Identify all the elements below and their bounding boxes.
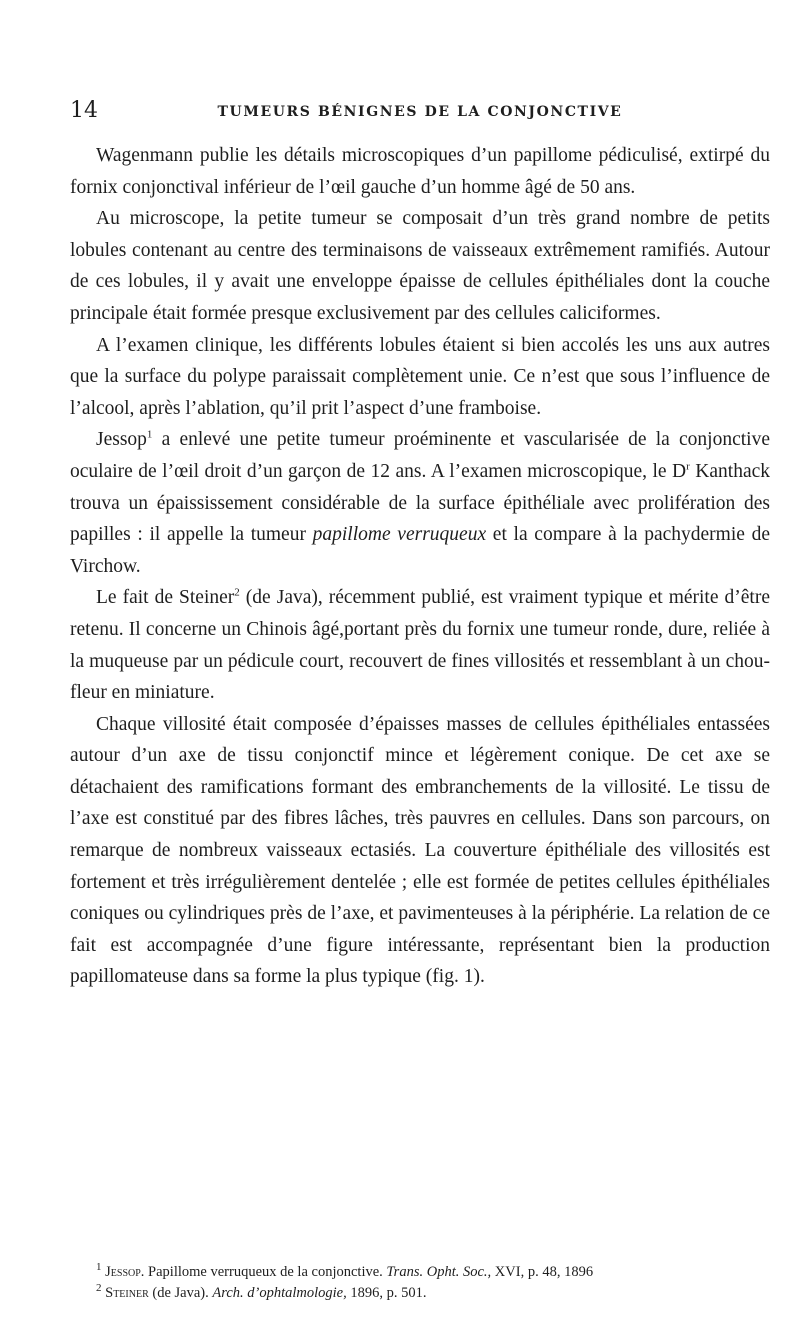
body-text bbox=[70, 140, 770, 993]
footnote-author: Jessop. bbox=[105, 1264, 145, 1280]
paragraph-5 bbox=[70, 582, 770, 708]
footnote-mark: 1 bbox=[96, 1261, 102, 1274]
running-title: TUMEURS BÉNIGNES DE LA CONJONCTIVE bbox=[217, 104, 623, 120]
footnotes bbox=[70, 1262, 770, 1304]
paragraph-2: Au microscope, la petite tumeur se composait d’un très grand nombre de petits lobules contenant au centre des terminaisons de vaisseaux extrêmement ramifiés. Autour de ces lobules, il y avait une enveloppe épaisse de cellules épithéliales dont la couche principale était formée presque exclusivement par des cellules caliciformes. bbox=[70, 208, 770, 324]
paragraph-4-text-a: Jessop bbox=[96, 429, 147, 451]
paragraph-4-text-d: et la compare à la pachydermie de Virchow. bbox=[70, 524, 771, 577]
footnote-mark: 2 bbox=[96, 1282, 102, 1295]
paragraph-5-text-a: Le fait de Steiner bbox=[96, 587, 235, 609]
paragraph-4 bbox=[70, 424, 770, 582]
footnote-journal: Trans. Opht. Soc., bbox=[386, 1264, 492, 1280]
paragraph-5-text-b: (de Java), récemment publié, est vraiment typique et mérite d’être retenu. Il concerne un Chinois âgé,portant près du fornix une tumeur ronde, dure, reliée à la muqueuse par un pédicule court, recouvert de fines villosités et ressemblant à un chou-fleur en miniature. bbox=[70, 587, 770, 704]
italic-term: papillome verruqueux bbox=[312, 524, 487, 546]
paragraph-4-text-c: Kanthack trouva un épaississement considérable de la surface épithéliale avec prolifération des papilles : il appelle la tumeur bbox=[70, 460, 771, 546]
footnote-2 bbox=[70, 1283, 770, 1304]
footnote-1 bbox=[70, 1262, 770, 1283]
footnote-author: Steiner bbox=[105, 1285, 149, 1301]
paragraph-1: Wagenmann publie les détails microscopiques d’un papillome pédiculisé, extirpé du fornix conjonctival inférieur de l’œil gauche d’un homme âgé de 50 ans. bbox=[70, 145, 770, 198]
footnote-text: Papillome verruqueux de la conjonctive. bbox=[144, 1264, 387, 1280]
footnote-text: (de Java). bbox=[148, 1285, 213, 1301]
footnote-journal: Arch. d’ophtalmologie, bbox=[212, 1285, 347, 1301]
superscript-r: r bbox=[686, 460, 690, 473]
page-number: 14 bbox=[70, 98, 98, 123]
footnote-ref-1: 1 bbox=[146, 428, 153, 441]
paragraph-6: Chaque villosité était composée d’épaisses masses de cellules épithéliales entassées autour d’un axe de tissu conjonctif mince et légèrement conique. De cet axe se détachaient des ramifications formant des embranchements de la villosité. Le tissu de l’axe est constitué par des fibres lâches, très pauvres en cellules. Dans son parcours, on remarque de nombreux vaisseaux ectasiés. La couverture épithéliale des villosités est fortement et très irrégulièrement dentelée ; elle est formée de petites cellules épithéliales coniques ou cylindriques près de l’axe, et pavimenteuses à la périphérie. La relation de ce fait est accompagnée d’une figure intéressante, représentant bien la production papillomateuse dans sa forme la plus typique (fig. 1). bbox=[70, 713, 770, 988]
paragraph-3: A l’examen clinique, les différents lobules étaient si bien accolés les uns aux autres que la surface du polype paraissait complètement unie. Ce n’est que sous l’influence de l’alcool, après l’ablation, qu’il prit l’aspect d’une framboise. bbox=[70, 334, 770, 419]
page-header bbox=[70, 98, 770, 128]
footnote-ref: XVI, p. 48, 1896 bbox=[491, 1264, 594, 1280]
footnote-ref-2: 2 bbox=[234, 586, 240, 599]
paragraph-4-text-b: a enlevé une petite tumeur proéminente et vascularisée de la conjonctive oculaire de l’œil droit d’un garçon de 12 ans. A l’examen microscopique, le D bbox=[70, 429, 770, 482]
footnote-ref: 1896, p. 501. bbox=[346, 1285, 427, 1301]
